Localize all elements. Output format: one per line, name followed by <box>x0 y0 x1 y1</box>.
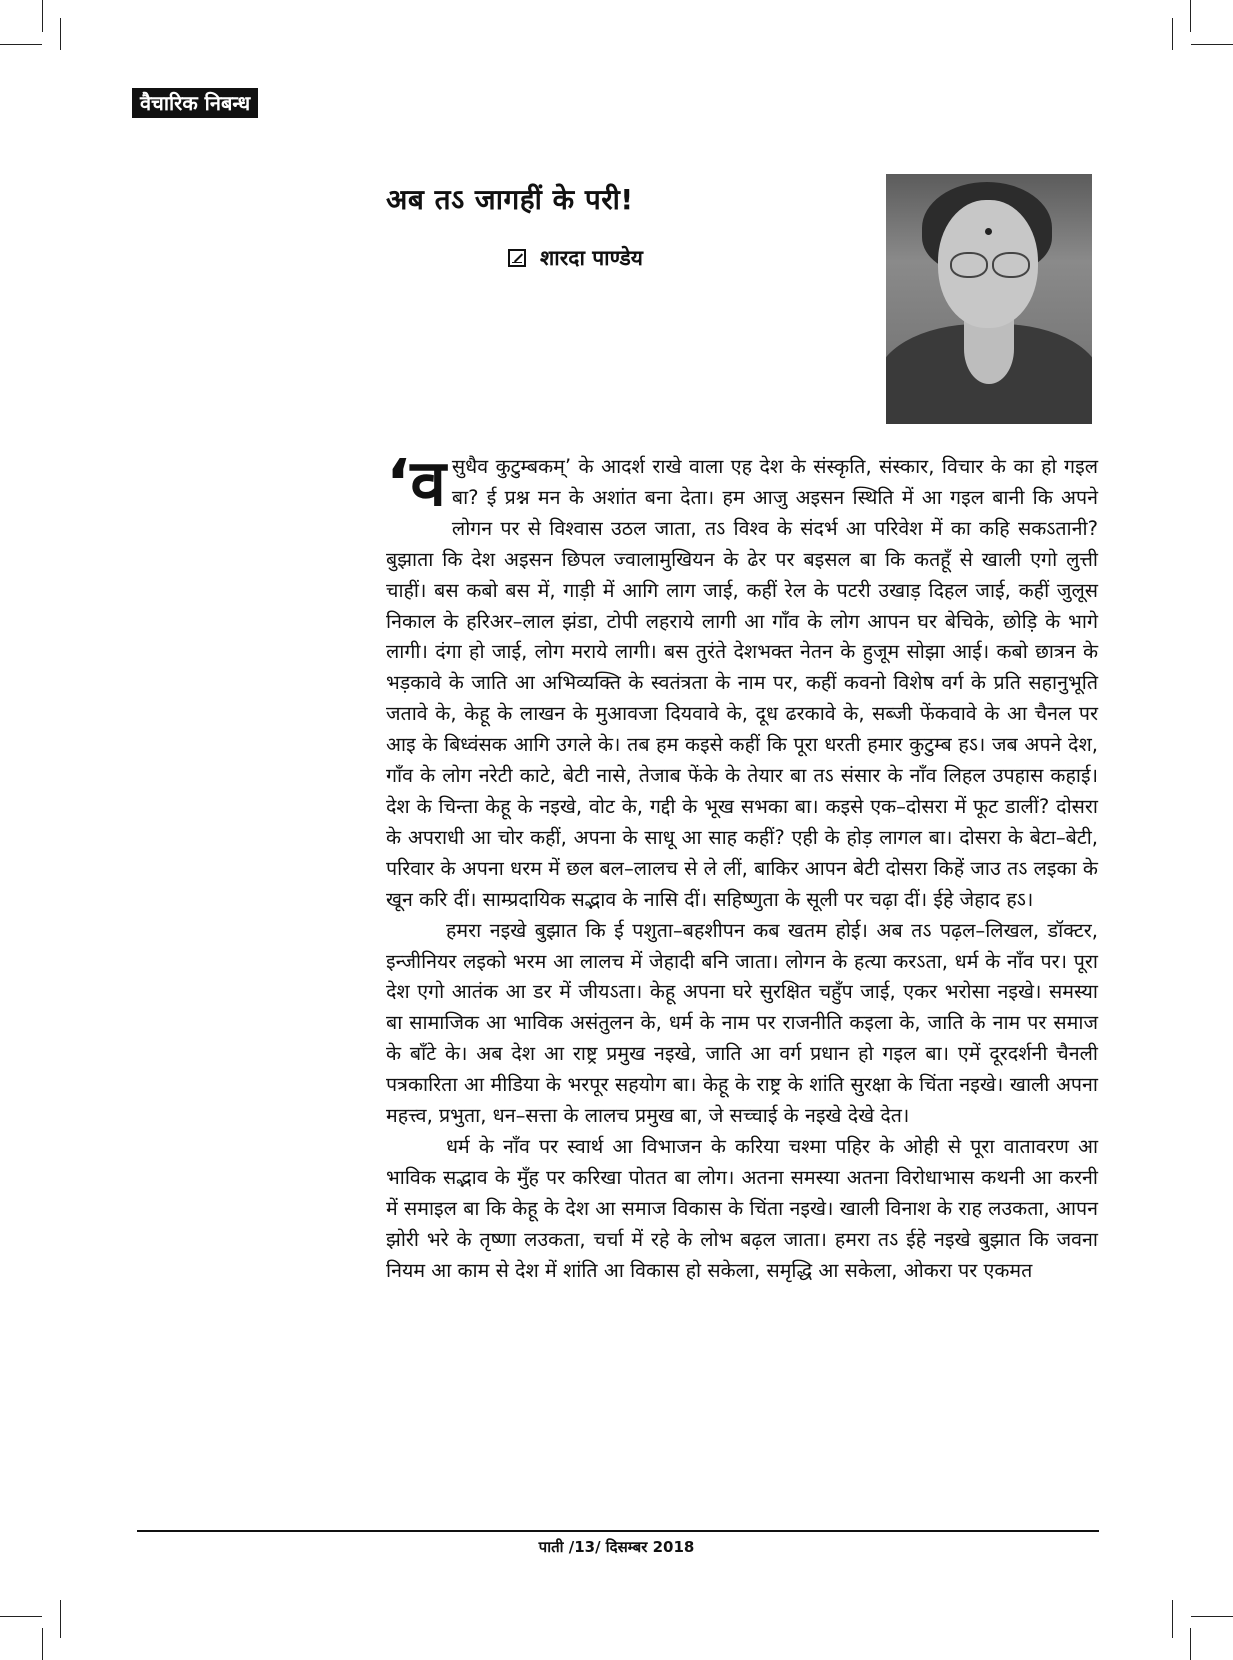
crop-mark <box>1172 1600 1173 1638</box>
pen-icon <box>508 249 526 267</box>
author-photo <box>886 174 1092 424</box>
photo-bindi <box>985 228 992 235</box>
crop-mark <box>1190 0 1191 32</box>
crop-mark <box>42 0 43 32</box>
crop-mark <box>1191 44 1233 45</box>
crop-mark <box>0 1616 42 1617</box>
crop-mark <box>1191 1616 1233 1617</box>
article-paragraph: धर्म के नाँव पर स्वार्थ आ विभाजन के करिया चश्मा पहिर के ओही से पूरा वातावरण आ भाविक सद्भाव के मुँह पर करिखा पोतत बा लोग। अतना समस्या अतना विरोधाभास कथनी आ करनी में समाइल बा कि केहू के देश आ समाज विकास के चिंता नइखे। खाली विनाश के राह लउकता, आपन झोरी भरे के तृष्णा लउकता, चर्चा में रहे के लोभ बढ़ल जाता। हमरा तऽ ईहे नइखे बुझात कि जवना नियम आ काम से देश में शांति आ विकास हो सकेला, समृद्धि आ सकेला, ओकरा पर एकमत <box>386 1134 1098 1282</box>
article-paragraph: ‘वसुधैव कुटुम्बकम्’ के आदर्श राखे वाला एह देश के संस्कृति, संस्कार, विचार के का हो गइल बा? ई प्रश्न मन के अशांत बना देता। हम आजु अइसन स्थिति में आ गइल बानी कि अपने लोगन पर से विश्वास उठल जाता, तऽ विश्व के संदर्भ आ परिवेश में का कहि सकऽतानी? बुझाता कि देश अइसन छिपल ज्वालामुखियन के ढेर पर बइसल बा कि कतहूँ से खाली एगो लुत्ती चाहीं। बस कबो बस में, गाड़ी में आगि लाग जाई, कहीं रेल के पटरी उखाड़ दिहल जाई, कहीं जुलूस निकाल के हरिअर–लाल झंडा, टोपी लहराये लागी आ गाँव के लोग आपन घर बेचिके, छोड़ि के भागे लागी। दंगा हो जाई, लोग मराये लागी। बस तुरंते देशभक्त नेतन के हुजूम सोझा आई। कबो छात्रन के भड़कावे के जाति आ अभिव्यक्ति के स्वतंत्रता के नाम पर, कहीं कवनो विशेष वर्ग के प्रति सहानुभूति जतावे के, केहू के लाखन के मुआवजा दियवावे के, दूध ढरकावे के, सब्जी फेंकवावे के आ चैनल पर आइ के बिध्वंसक आगि उगले के। तब हम कइसे कहीं कि पूरा धरती हमार कुटुम्ब हऽ। जब अपने देश, गाँव के लोग नरेटी काटे, बेटी नासे, तेजाब फेंके के तेयार बा तऽ संसार के नाँव लिहल उपहास कहाई। देश के चिन्ता केहू के नइखे, वोट के, गद्दी के भूख सभका बा। कइसे एक–दोसरा में फूट डालीं? दोसरा के अपराधी आ चोर कहीं, अपना के साधू आ साह कहीं? एही के होड़ लागल बा। दोसरा के बेटा–बेटी, परिवार के अपना धरम में छल बल–लालच से ले लीं, बाकिर आपन बेटी दोसरा किहें जाउ तऽ लइका के खून करि दीं। साम्प्रदायिक सद्भाव के नासि दीं। सहिष्णुता के सूली पर चढ़ा दीं। ईहे जेहाद हऽ। <box>386 447 1098 911</box>
crop-mark <box>1190 1628 1191 1660</box>
page-folio: पाती /13/ दिसम्बर 2018 <box>538 1538 695 1556</box>
crop-mark <box>1172 18 1173 50</box>
author-name: शारदा पाण्डेय <box>540 246 643 270</box>
article-paragraph: हमरा नइखे बुझात कि ई पशुता–बहशीपन कब खतम होई। अब तऽ पढ़ल–लिखल, डॉक्टर, इन्जीनियर लइको भरम आ लालच में जेहादी बनि जाता। लोगन के हत्या करऽता, धर्म के नाँव पर। पूरा देश एगो आतंक आ डर में जीयऽता। केहू अपना घरे सुरक्षित चहुँप जाई, एकर भरोसा नइखे। समस्या बा सामाजिक आ भाविक असंतुलन के, धर्म के नाम पर राजनीति कइला के, जाति के नाम पर समाज के बाँटे के। अब देश आ राष्ट्र प्रमुख नइखे, जाति आ वर्ग प्रधान हो गइल बा। एमें दूरदर्शनी चैनली पत्रकारिता आ मीडिया के भरपूर सहयोग बा। केहू के राष्ट्र के शांति सुरक्षा के चिंता नइखे। खाली अपना महत्त्व, प्रभुता, धन–सत्ता के लालच प्रमुख बा, जे सच्चाई के नइखे देखे देत। <box>386 918 1098 1128</box>
article-title: अब तऽ जागहीं के परी! <box>386 183 634 216</box>
crop-mark <box>42 1628 43 1660</box>
section-tag: वैचारिक निबन्ध <box>132 88 258 118</box>
drop-cap: ‘व <box>386 447 446 521</box>
photo-glasses-left <box>950 252 988 278</box>
article-body <box>386 447 1098 1286</box>
crop-mark <box>0 44 42 45</box>
photo-glasses-right <box>992 252 1030 278</box>
footer-rule <box>137 1530 1099 1532</box>
crop-mark <box>60 18 61 50</box>
byline <box>508 244 643 272</box>
crop-mark <box>60 1600 61 1638</box>
